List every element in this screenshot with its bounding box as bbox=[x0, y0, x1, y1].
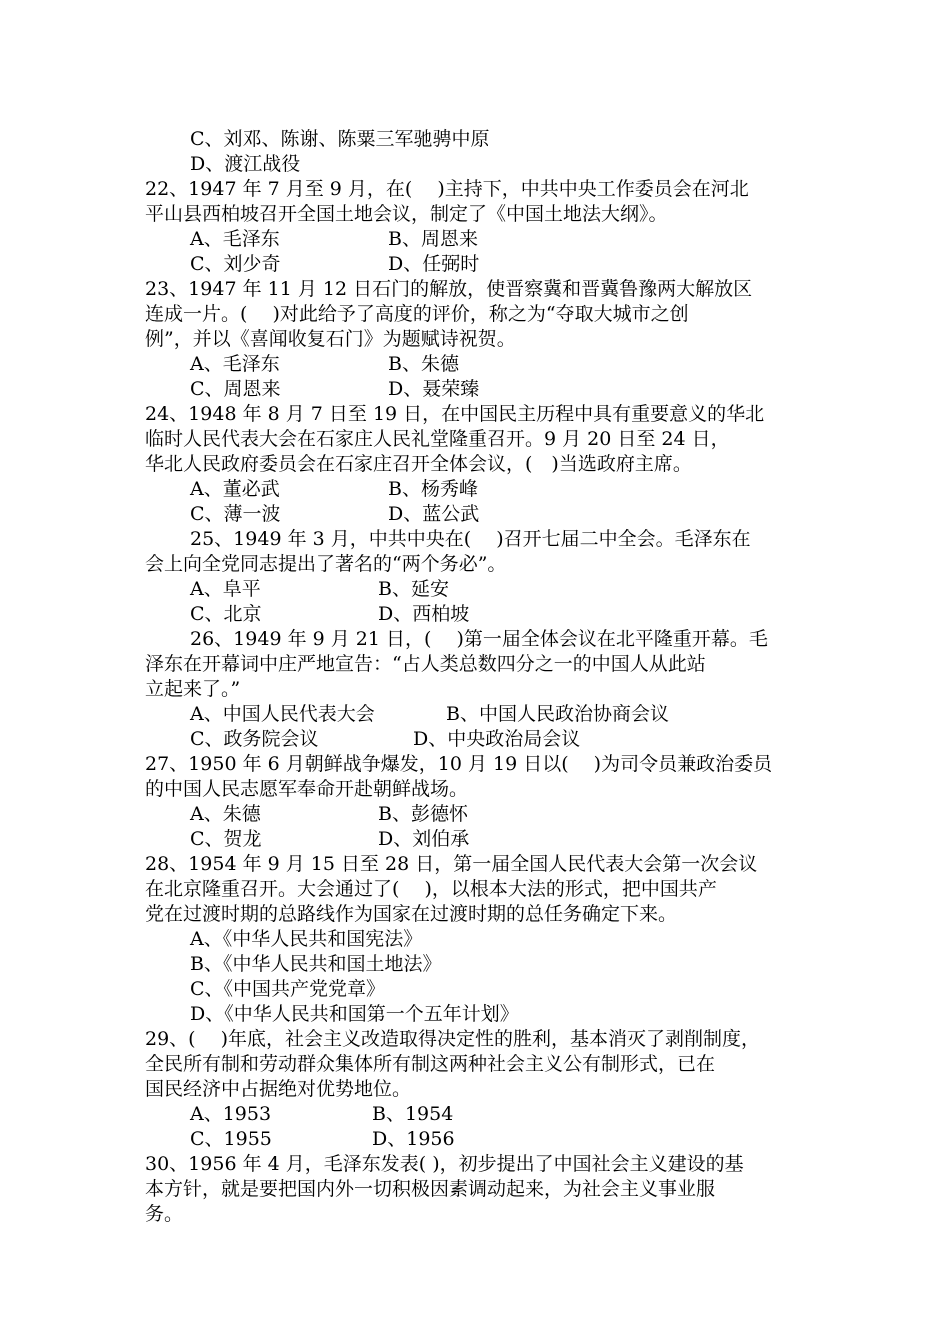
q22-stem-line-1: 22、1947 年 7 月至 9 月，在( )主持下，中共中央工作委员会在河北 bbox=[145, 178, 749, 200]
q27-option-c: C、贺龙 bbox=[190, 828, 262, 850]
q24-option-a: A、董必武 bbox=[190, 478, 280, 500]
q23-stem-line-1: 23、1947 年 11 月 12 日石门的解放，使晋察冀和晋冀鲁豫两大解放区 bbox=[145, 278, 753, 300]
q21-option-d: D、渡江战役 bbox=[190, 153, 301, 175]
q29-stem-line-2: 全民所有制和劳动群众集体所有制这两种社会主义公有制形式，已在 bbox=[145, 1053, 716, 1075]
q27-option-a: A、朱德 bbox=[190, 803, 261, 825]
q28-option-a: A、《中华人民共和国宪法》 bbox=[190, 928, 423, 950]
q27-stem-line-1: 27、1950 年 6 月朝鲜战争爆发，10 月 19 日以( )为司令员兼政治委员 bbox=[145, 753, 773, 775]
q27-option-d: D、刘伯承 bbox=[378, 828, 470, 850]
q28-option-c: C、《中国共产党党章》 bbox=[190, 978, 386, 1000]
q23-option-c: C、周恩来 bbox=[190, 378, 281, 400]
q23-stem-line-2: 连成一片。( )对此给予了高度的评价，称之为“夺取大城市之创 bbox=[145, 303, 689, 325]
q27-stem-line-2: 的中国人民志愿军奉命开赴朝鲜战场。 bbox=[145, 778, 469, 800]
q24-option-b: B、杨秀峰 bbox=[388, 478, 478, 500]
q25-stem-line-1: 25、1949 年 3 月，中共中央在( )召开七届二中全会。毛泽东在 bbox=[190, 528, 751, 550]
q25-option-a: A、阜平 bbox=[190, 578, 261, 600]
q22-option-a: A、毛泽东 bbox=[190, 228, 280, 250]
q28-option-d: D、《中华人民共和国第一个五年计划》 bbox=[190, 1003, 519, 1025]
q26-option-b: B、中国人民政治协商会议 bbox=[446, 703, 669, 725]
q23-option-a: A、毛泽东 bbox=[190, 353, 280, 375]
q29-option-a: A、1953 bbox=[190, 1103, 272, 1125]
q29-stem-line-1: 29、( )年底，社会主义改造取得决定性的胜利，基本消灭了剥削制度， bbox=[145, 1028, 761, 1050]
q21-option-c: C、刘邓、陈谢、陈粟三军驰骋中原 bbox=[190, 128, 490, 150]
q26-option-d: D、中央政治局会议 bbox=[413, 728, 581, 750]
q26-stem-line-3: 立起来了。” bbox=[145, 678, 241, 700]
q29-option-c: C、1955 bbox=[190, 1128, 272, 1150]
q26-stem-line-1: 26、1949 年 9 月 21 日，( )第一届全体会议在北平隆重开幕。毛 bbox=[190, 628, 768, 650]
q30-stem-line-1: 30、1956 年 4 月，毛泽东发表( )，初步提出了中国社会主义建设的基 bbox=[145, 1153, 744, 1175]
q23-option-d: D、聂荣臻 bbox=[388, 378, 480, 400]
q25-stem-line-2: 会上向全党同志提出了著名的“两个务必”。 bbox=[145, 553, 507, 575]
q24-stem-line-3: 华北人民政府委员会在石家庄召开全体会议，( )当选政府主席。 bbox=[145, 453, 692, 475]
q22-option-c: C、刘少奇 bbox=[190, 253, 281, 275]
q25-option-c: C、北京 bbox=[190, 603, 262, 625]
q26-stem-line-2: 泽东在开幕词中庄严地宣告：“占人类总数四分之一的中国人从此站 bbox=[145, 653, 706, 675]
q29-option-d: D、1956 bbox=[372, 1128, 455, 1150]
q28-stem-line-3: 党在过渡时期的总路线作为国家在过渡时期的总任务确定下来。 bbox=[145, 903, 678, 925]
q24-option-c: C、薄一波 bbox=[190, 503, 281, 525]
q29-stem-line-3: 国民经济中占据绝对优势地位。 bbox=[145, 1078, 412, 1100]
q30-stem-line-3: 务。 bbox=[145, 1203, 184, 1225]
q27-option-b: B、彭德怀 bbox=[378, 803, 468, 825]
q22-stem-line-2: 平山县西柏坡召开全国土地会议，制定了《中国土地法大纲》。 bbox=[145, 203, 668, 225]
q28-stem-line-1: 28、1954 年 9 月 15 日至 28 日，第一届全国人民代表大会第一次会议 bbox=[145, 853, 758, 875]
q28-stem-line-2: 在北京隆重召开。大会通过了( )，以根本大法的形式，把中国共产 bbox=[145, 878, 717, 900]
q23-option-b: B、朱德 bbox=[388, 353, 459, 375]
q22-option-b: B、周恩来 bbox=[388, 228, 478, 250]
q26-option-c: C、政务院会议 bbox=[190, 728, 319, 750]
q25-option-d: D、西柏坡 bbox=[378, 603, 470, 625]
q26-option-a: A、中国人民代表大会 bbox=[190, 703, 375, 725]
q24-option-d: D、蓝公武 bbox=[388, 503, 480, 525]
q23-stem-line-3: 例”，并以《喜闻收复石门》为题赋诗祝贺。 bbox=[145, 328, 516, 350]
q29-option-b: B、1954 bbox=[372, 1103, 454, 1125]
q28-option-b: B、《中华人民共和国土地法》 bbox=[190, 953, 442, 975]
q22-option-d: D、任弼时 bbox=[388, 253, 480, 275]
q24-stem-line-2: 临时人民代表大会在石家庄人民礼堂隆重召开。9 月 20 日至 24 日， bbox=[145, 428, 730, 450]
q24-stem-line-1: 24、1948 年 8 月 7 日至 19 日，在中国民主历程中具有重要意义的华北 bbox=[145, 403, 765, 425]
q30-stem-line-2: 本方针，就是要把国内外一切积极因素调动起来，为社会主义事业服 bbox=[145, 1178, 716, 1200]
q25-option-b: B、延安 bbox=[378, 578, 449, 600]
